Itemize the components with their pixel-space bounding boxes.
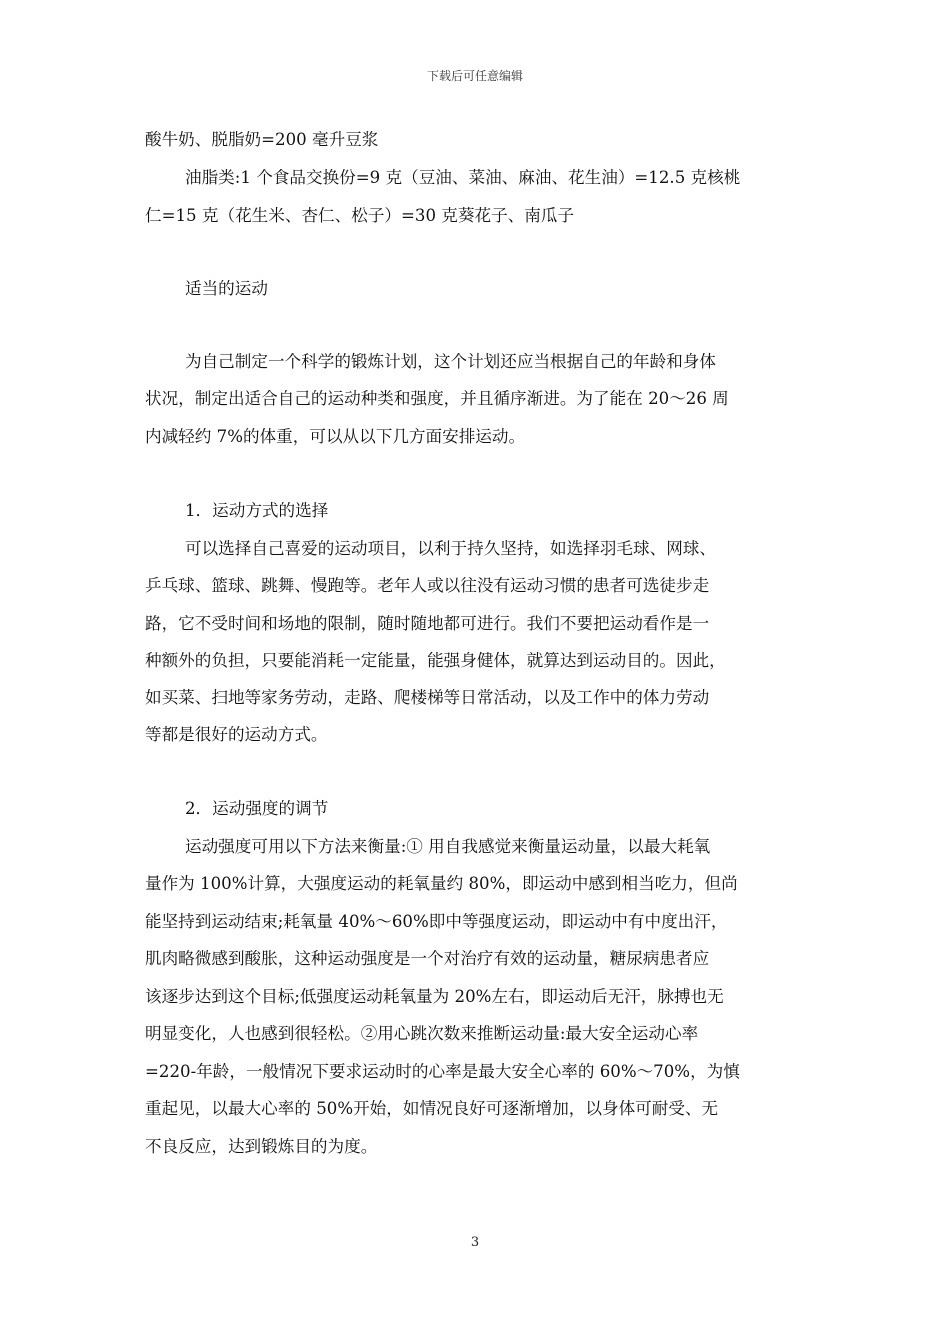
text-line: 内减轻约 7%的体重，可以从以下几方面安排运动。 [145,427,526,446]
section-heading: 适当的运动 [185,279,268,298]
text-line: 种额外的负担，只要能消耗一定能量，能强身健体，就算达到运动目的。因此， [145,651,726,670]
text-line: 油脂类:1 个食品交换份=9 克（豆油、菜油、麻油、花生油）=12.5 克核桃 [185,168,741,187]
text-line: 明显变化，人也感到很轻松。②用心跳次数来推断运动量:最大安全运动心率 [145,1024,699,1043]
text-line: 该逐步达到这个目标;低强度运动耗氧量为 20%左右，即运动后无汗，脉搏也无 [145,987,724,1006]
text-line: 状况，制定出适合自己的运动种类和强度，并且循序渐进。为了能在 20～26 周 [145,389,729,408]
section-heading: 1．运动方式的选择 [185,501,329,520]
text-line: 仁=15 克（花生米、杏仁、松子）=30 克葵花子、南瓜子 [145,206,575,225]
text-line: 运动强度可用以下方法来衡量:① 用自我感觉来衡量运动量，以最大耗氧 [185,837,711,856]
page-number: 3 [470,1235,480,1250]
text-line: 如买菜、扫地等家务劳动，走路、爬楼梯等日常活动，以及工作中的体力劳动 [145,688,710,707]
text-line: 为自己制定一个科学的锻炼计划，这个计划还应当根据自己的年龄和身体 [185,352,716,371]
text-line: 不良反应，达到锻炼目的为度。 [145,1137,378,1156]
text-line: 能坚持到运动结束;耗氧量 40%～60%即中等强度运动，即运动中有中度出汗， [145,912,728,931]
page-header: 下载后可任意编辑 [426,69,523,83]
text-line: 可以选择自己喜爱的运动项目，以利于持久坚持，如选择羽毛球、网球、 [185,539,716,558]
text-line: 重起见，以最大心率的 50%开始，如情况良好可逐渐增加，以身体可耐受、无 [145,1099,719,1118]
text-line: 乒乓球、篮球、跳舞、慢跑等。老年人或以往没有运动习惯的患者可选徒步走 [145,576,710,595]
text-line: 酸牛奶、脱脂奶=200 毫升豆浆 [145,130,379,149]
text-line: 路，它不受时间和场地的限制，随时随地都可进行。我们不要把运动看作是一 [145,614,710,633]
text-line: 量作为 100%计算，大强度运动的耗氧量约 80%，即运动中感到相当吃力，但尚 [145,874,738,893]
section-heading: 2．运动强度的调节 [185,799,329,818]
text-line: =220-年龄，一般情况下要求运动时的心率是最大安全心率的 60%～70%，为慎 [145,1062,740,1081]
text-line: 等都是很好的运动方式。 [145,725,328,744]
text-line: 肌肉略微感到酸胀，这种运动强度是一个对治疗有效的运动量，糖尿病患者应 [145,949,710,968]
